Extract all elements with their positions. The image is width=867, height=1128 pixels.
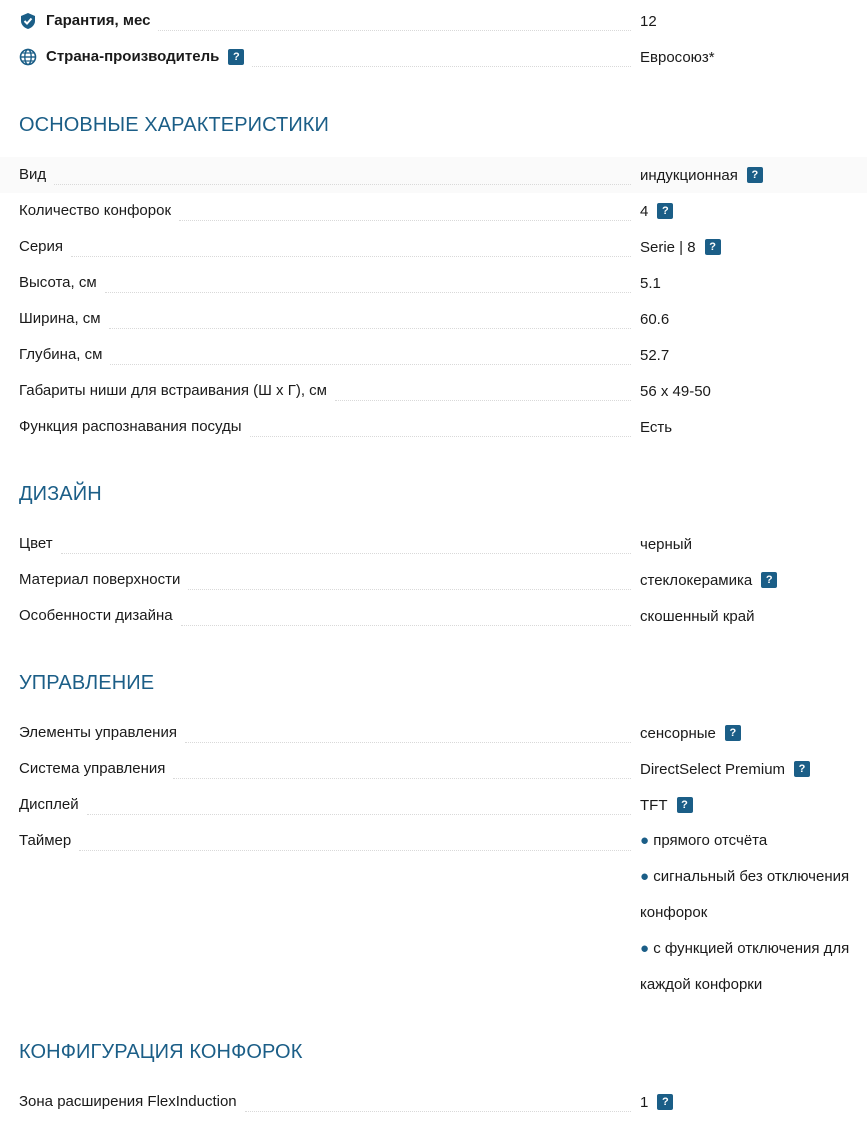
spec-label: Глубина, см <box>19 346 103 363</box>
globe-icon <box>19 48 37 66</box>
spec-row <box>0 229 867 265</box>
list-item <box>640 931 867 967</box>
spec-value: индукционная <box>640 166 738 184</box>
spec-value: Serie | 8 <box>640 238 696 256</box>
section-title-config: КОНФИГУРАЦИЯ КОНФОРОК <box>19 1041 303 1063</box>
timer-value-text: прямого отсчёта <box>653 832 768 849</box>
spec-label: Особенности дизайна <box>19 607 173 624</box>
timer-values <box>640 823 867 1003</box>
spec-value: сенсорные <box>640 724 716 742</box>
spec-row <box>0 787 867 823</box>
spec-row <box>0 409 867 445</box>
spec-label: Ширина, см <box>19 310 101 327</box>
section-title-design: ДИЗАЙН <box>19 483 102 505</box>
spec-row <box>0 562 867 598</box>
spec-value: черный <box>640 535 692 553</box>
timer-value-text: с функцией отключения для <box>653 940 850 957</box>
spec-value: 56 x 49-50 <box>640 382 711 400</box>
spec-row <box>0 373 867 409</box>
dotted-leader <box>252 66 631 67</box>
dotted-leader <box>79 850 631 851</box>
spec-label: Высота, см <box>19 274 97 291</box>
bullet-icon: ● <box>640 868 650 885</box>
dotted-leader <box>61 553 631 554</box>
spec-label: Страна-производитель <box>46 48 220 65</box>
spec-row <box>0 337 867 373</box>
dotted-leader <box>54 184 631 185</box>
dotted-leader <box>71 256 631 257</box>
spec-row <box>0 301 867 337</box>
timer-value-text: сигнальный без отключения <box>653 868 850 885</box>
spec-label: Количество конфорок <box>19 202 172 219</box>
spec-value: 4 <box>640 202 649 220</box>
spec-row <box>0 526 867 562</box>
question-icon[interactable]: ? <box>228 49 244 65</box>
spec-row <box>0 751 867 787</box>
question-icon[interactable]: ? <box>677 797 693 813</box>
section-title-control: УПРАВЛЕНИЕ <box>19 672 155 694</box>
spec-label: Вид <box>19 166 47 183</box>
spec-row-country <box>0 39 867 75</box>
spec-value: Евросоюз* <box>640 48 715 66</box>
dotted-leader <box>109 328 631 329</box>
dotted-leader <box>87 814 631 815</box>
spec-value: стеклокерамика <box>640 571 753 589</box>
spec-label: Гарантия, мес <box>46 12 151 29</box>
spec-row-warranty <box>0 3 867 39</box>
spec-label: Материал поверхности <box>19 571 181 588</box>
list-item-continuation: конфорок <box>640 904 708 921</box>
spec-label: Функция распознавания посуды <box>19 418 242 435</box>
spec-value: 12 <box>640 12 657 30</box>
list-item-continuation: каждой конфорки <box>640 976 763 993</box>
dotted-leader <box>181 625 631 626</box>
list-item <box>640 859 867 895</box>
question-icon[interactable]: ? <box>705 239 721 255</box>
spec-value: 5.1 <box>640 274 661 292</box>
spec-label: Серия <box>19 238 64 255</box>
spec-value: TFT <box>640 796 668 814</box>
dotted-leader <box>185 742 631 743</box>
spec-value: 60.6 <box>640 310 670 328</box>
spec-value: DirectSelect Premium <box>640 760 786 778</box>
dotted-leader <box>179 220 631 221</box>
question-icon[interactable]: ? <box>657 203 673 219</box>
spec-row <box>0 193 867 229</box>
dotted-leader <box>110 364 631 365</box>
spec-label: Зона расширения FlexInduction <box>19 1093 237 1110</box>
spec-row <box>0 157 867 193</box>
dotted-leader <box>245 1111 631 1112</box>
spec-label: Элементы управления <box>19 724 177 741</box>
section-title-main: ОСНОВНЫЕ ХАРАКТЕРИСТИКИ <box>19 114 330 136</box>
spec-value: 1 <box>640 1093 649 1111</box>
spec-label: Габариты ниши для встраивания (Ш x Г), см <box>19 382 327 399</box>
dotted-leader <box>250 436 631 437</box>
spec-row-timer <box>0 823 867 1003</box>
dotted-leader <box>173 778 631 779</box>
bullet-icon: ● <box>640 832 650 849</box>
dotted-leader <box>335 400 631 401</box>
spec-row <box>0 1084 867 1120</box>
spec-label: Таймер <box>19 832 72 849</box>
spec-label: Дисплей <box>19 796 79 813</box>
dotted-leader <box>158 30 631 31</box>
spec-value: скошенный край <box>640 607 755 625</box>
bullet-icon: ● <box>640 940 650 957</box>
dotted-leader <box>188 589 631 590</box>
list-item <box>640 823 867 859</box>
spec-value: Есть <box>640 418 673 436</box>
spec-label: Цвет <box>19 535 53 552</box>
shield-check-icon <box>19 12 37 30</box>
spec-row <box>0 598 867 634</box>
spec-value: 52.7 <box>640 346 670 364</box>
spec-label: Система управления <box>19 760 166 777</box>
dotted-leader <box>105 292 631 293</box>
spec-row <box>0 265 867 301</box>
question-icon[interactable]: ? <box>747 167 763 183</box>
spec-row <box>0 715 867 751</box>
question-icon[interactable]: ? <box>794 761 810 777</box>
question-icon[interactable]: ? <box>725 725 741 741</box>
question-icon[interactable]: ? <box>657 1094 673 1110</box>
question-icon[interactable]: ? <box>761 572 777 588</box>
